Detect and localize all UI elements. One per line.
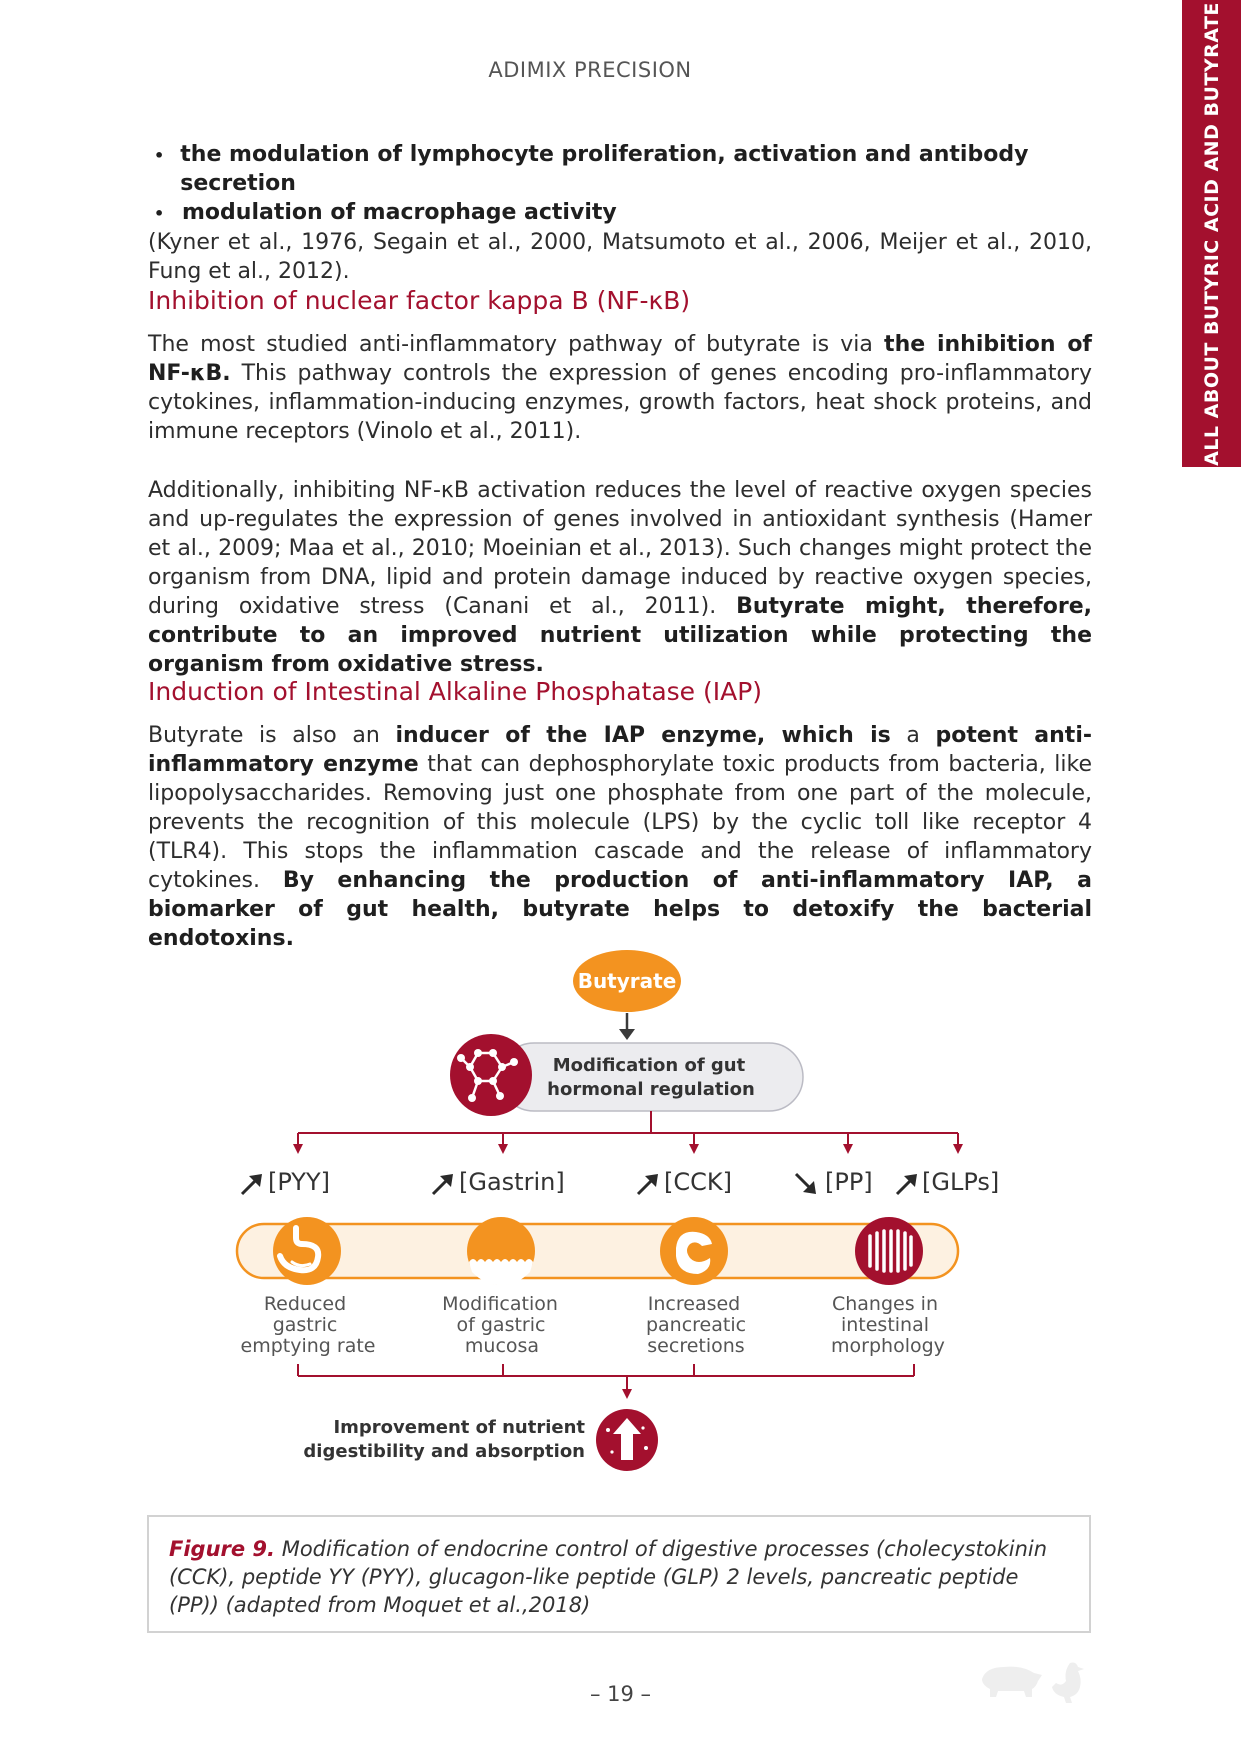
hormone-cck: [638, 1168, 732, 1196]
result-line-2: digestibility and absorption: [303, 1441, 585, 1462]
effect-line: gastric: [272, 1314, 338, 1336]
hormone-label: [CCK]: [664, 1168, 732, 1196]
section-side-tab: [1182, 0, 1241, 467]
improvement-arrow-icon: [596, 1409, 658, 1471]
bullet-list: [148, 140, 1092, 286]
modification-line-1: Modification of gut: [552, 1055, 746, 1076]
result-line-1: Improvement of nutrient: [333, 1417, 585, 1438]
effect-label-pancreatic: [646, 1293, 746, 1357]
up-trend-icon: [242, 1174, 262, 1194]
chicken-icon: [1052, 1663, 1084, 1704]
up-trend-icon: [897, 1174, 917, 1194]
hormone-label: [PP]: [825, 1168, 873, 1196]
up-trend-icon: [433, 1174, 453, 1194]
gastric-mucosa-icon: [467, 1217, 535, 1285]
effect-line: Increased: [647, 1293, 741, 1315]
page-number: – 19 –: [589, 1682, 652, 1706]
stomach-icon: [273, 1217, 341, 1285]
down-trend-icon: [796, 1174, 816, 1194]
list-item: [148, 198, 1092, 228]
list-item: [148, 140, 1092, 198]
bold-text-run: By enhancing the production of anti-inflammatory IAP, a biomarker of gut health, butyrate helps to detoxify the bacterial endotoxins.: [148, 868, 1092, 951]
hormone-label: [Gastrin]: [459, 1168, 565, 1196]
hormone-pyy: [242, 1168, 330, 1196]
effect-line: secretions: [647, 1335, 745, 1357]
text-run: Butyrate is also an: [148, 723, 396, 748]
pig-icon: [982, 1667, 1042, 1697]
effect-label-gastric-mucosa: [442, 1293, 558, 1357]
references-paragraph: (Kyner et al., 1976, Segain et al., 2000, Matsumoto et al., 2006, Meijer et al., 2010, Fung et al., 2012).: [148, 230, 1092, 284]
text-run: Additionally, inhibiting NF-κB activation reduces the level of reactive oxygen species and up-regulates the expression of genes involved in antioxidant synthesis (Hamer et al., 2009; Maa et al., 2010; Moeinian et al., 2013). Such changes might protect the organism from DNA, lipid and protein damage induced by reactive oxygen species, during oxidative stress (Canani et al., 2011).: [148, 478, 1092, 619]
distribution-connector: [298, 1111, 958, 1149]
text-run: The most studied anti-inflammatory pathway of butyrate is via: [148, 332, 885, 357]
footer-animals: [978, 1657, 1098, 1705]
hormone-label: [GLPs]: [922, 1168, 1000, 1196]
effect-label-gastric-emptying: [241, 1293, 376, 1357]
hormone-gastrin: [433, 1168, 565, 1196]
figure-caption: [147, 1515, 1091, 1633]
hormonal-regulation-diagram: [0, 930, 1241, 1490]
bold-text-run: the inhibition of NF-κB.: [148, 332, 1093, 386]
section-heading-nfkb: Inhibition of nuclear factor kappa B (NF-κB): [148, 286, 691, 315]
text-run: This pathway controls the expression of genes encoding pro-inflammatory cytokines, inflammation-inducing enzymes, growth factors, heat shock proteins, and immune receptors (Vinolo et al., 2011).: [148, 361, 1092, 444]
modification-pill: [500, 1043, 803, 1111]
effects-bar: [237, 1224, 958, 1278]
molecule-icon: [450, 1034, 532, 1116]
figure-caption-text: Modification of endocrine control of digestive processes (cholecystokinin (CCK), peptide YY (PYY), glucagon-like peptide (GLP) 2 levels, pancreatic peptide (PP)) (adapted from Moquet et al.,2018): [169, 1537, 1048, 1617]
iap-paragraph: [148, 721, 1092, 953]
effect-line: pancreatic: [645, 1314, 747, 1336]
intestinal-villi-icon: [855, 1217, 923, 1285]
modification-line-2: hormonal regulation: [547, 1079, 755, 1100]
bullet-text: the modulation of lymphocyte proliferation, activation and antibody secretion: [180, 142, 1029, 196]
effect-label-intestinal: [831, 1293, 945, 1357]
effect-line: Modification: [442, 1293, 558, 1315]
bullet-marker: •: [154, 146, 165, 165]
figure-label: Figure 9.: [169, 1537, 276, 1561]
down-arrow: [619, 1013, 635, 1040]
bullet-marker: •: [154, 204, 165, 223]
hormone-glps: [897, 1168, 999, 1196]
nfkb-paragraph-1: [148, 330, 1092, 446]
effect-line: mucosa: [464, 1335, 540, 1357]
section-heading-iap: Induction of Intestinal Alkaline Phosphatase (IAP): [148, 677, 763, 706]
collector-connector: [298, 1364, 914, 1394]
butyrate-label: Butyrate: [577, 969, 677, 993]
bold-text-run: inducer of the IAP enzyme, which is: [395, 723, 891, 748]
nfkb-paragraph-2: [148, 476, 1092, 679]
page-header-title: ADIMIX PRECISION: [488, 58, 692, 82]
effect-line: Changes in: [831, 1293, 939, 1315]
effect-line: Reduced: [263, 1293, 347, 1315]
result-node: [303, 1409, 658, 1471]
effect-line: morphology: [831, 1335, 945, 1357]
side-tab-label: ALL ABOUT BUTYRIC ACID AND BUTYRATE: [1200, 1, 1223, 466]
hormone-pp: [796, 1168, 873, 1196]
effect-line: intestinal: [840, 1314, 930, 1336]
bold-text-run: potent anti-inflammatory enzyme: [148, 723, 1092, 777]
bold-text-run: Butyrate might, therefore, contribute to an improved nutrient utilization while protecting the organism from oxidative stress.: [148, 594, 1092, 677]
effect-line: emptying rate: [240, 1335, 376, 1357]
up-trend-icon: [638, 1174, 658, 1194]
text-run: that can dephosphorylate toxic products from bacteria, like lipopolysaccharides. Removing just one phosphate from one part of the molecule, prevents the recognition of this molecule (LPS) by the cyclic toll like receptor 4 (TLR4). This stops the inflammation cascade and the release of inflammatory cytokines.: [148, 752, 1093, 893]
pancreas-icon: [660, 1217, 728, 1285]
bullet-text: modulation of macrophage activity: [182, 200, 617, 225]
butyrate-node: [573, 950, 681, 1012]
text-run: a: [890, 723, 936, 748]
hormone-label: [PYY]: [268, 1168, 330, 1196]
effect-line: of gastric: [456, 1314, 546, 1336]
